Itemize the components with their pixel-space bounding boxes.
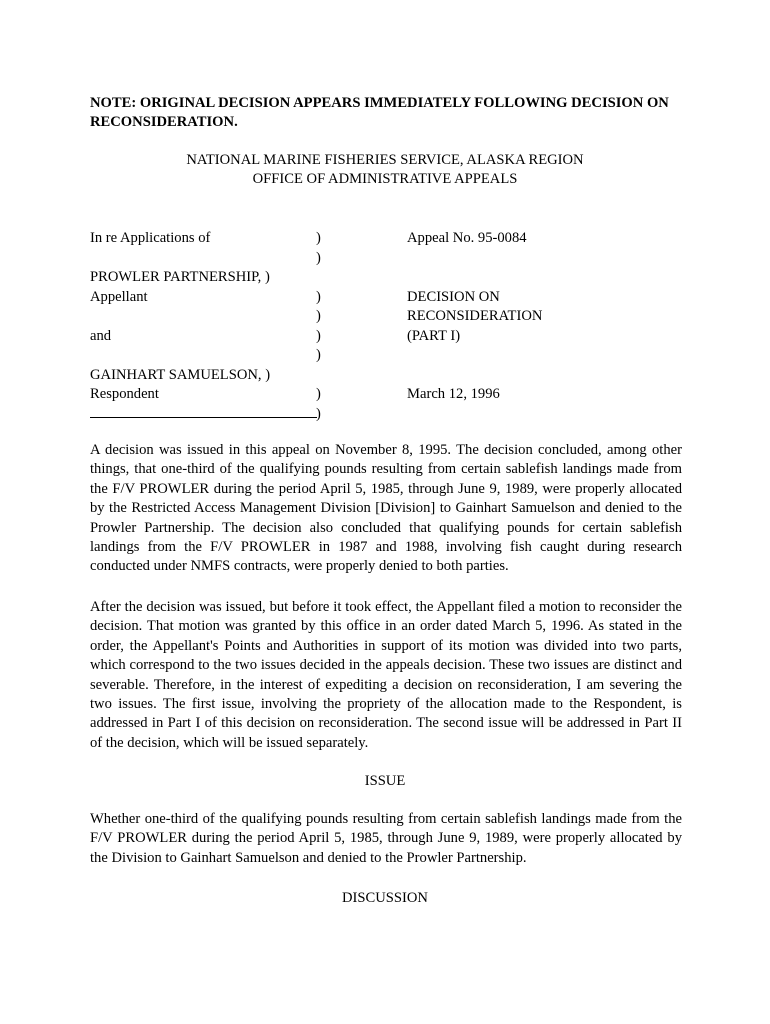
paragraph-background: A decision was issued in this appeal on November 8, 1995. The decision concluded, among other things, that one-third of the qualifying pounds resulting from certain sablefish landings made from the F/V PROWLER during the period April 5, 1985, through June 9, 1989, were properly allocated by the Restricted Access Management Division [Division] to Gainhart Samuelson and denied to the Prowler Partnership. The decision also concluded that qualifying pounds for certain sablefish landings from the F/V PROWLER in 1987 and 1988, involving fish caught during research conducted under NMFS contracts, were properly denied to both parties.: [90, 442, 682, 575]
note-heading: NOTE: ORIGINAL DECISION APPEARS IMMEDIATELY FOLLOWING DECISION ON RECONSIDERATION.: [90, 95, 669, 131]
decision-date: March 12, 1996: [407, 386, 500, 402]
issue-heading: ISSUE: [364, 773, 406, 789]
decision-title-line2: RECONSIDERATION: [407, 308, 543, 324]
caption-paren: ): [316, 308, 321, 324]
and-label: and: [90, 328, 112, 344]
caption-paren: ): [316, 250, 321, 266]
caption-paren: ): [316, 328, 321, 344]
paragraph-issue: Whether one-third of the qualifying pounds resulting from certain sablefish landings made from the F/V PROWLER during the period April 5, 1985, through June 9, 1989, were properly allocated by the Division to Gainhart Samuelson and denied to the Prowler Partnership.: [90, 811, 682, 866]
in-re-label: In re Applications of: [90, 230, 211, 246]
agency-name: NATIONAL MARINE FISHERIES SERVICE, ALASKA REGION: [186, 152, 584, 168]
caption-paren: ): [316, 230, 321, 246]
caption-paren: ): [316, 406, 321, 422]
appellant-role: Appellant: [90, 289, 148, 305]
discussion-heading: DISCUSSION: [342, 890, 428, 906]
appellant-name: PROWLER PARTNERSHIP, ): [90, 269, 270, 285]
caption-paren: ): [316, 289, 321, 305]
decision-title-line1: DECISION ON: [407, 289, 500, 305]
agency-header: [0, 151, 770, 190]
caption-paren: ): [316, 386, 321, 402]
respondent-name: GAINHART SAMUELSON, ): [90, 367, 271, 383]
caption-underline: [90, 417, 317, 418]
office-name: OFFICE OF ADMINISTRATIVE APPEALS: [252, 171, 518, 188]
respondent-role: Respondent: [90, 386, 159, 402]
caption-paren: ): [316, 347, 321, 363]
appeal-number: Appeal No. 95-0084: [407, 230, 527, 246]
decision-title-line3: (PART I): [407, 328, 461, 344]
paragraph-motion: After the decision was issued, but before it took effect, the Appellant filed a motion to reconsider the decision. That motion was granted by this office in an order dated March 5, 1996. As stated in the order, the Appellant's Points and Authorities in support of its motion was divided into two parts, which correspond to the two issues decided in the appeals decision. These two issues are distinct and severable. Therefore, in the interest of expediting a decision on reconsideration, I am severing the two issues. The first issue, involving the propriety of the allocation made to the Respondent, is addressed in Part I of this decision on reconsideration. The second issue will be addressed in Part II of the decision, which will be issued separately.: [90, 599, 682, 751]
